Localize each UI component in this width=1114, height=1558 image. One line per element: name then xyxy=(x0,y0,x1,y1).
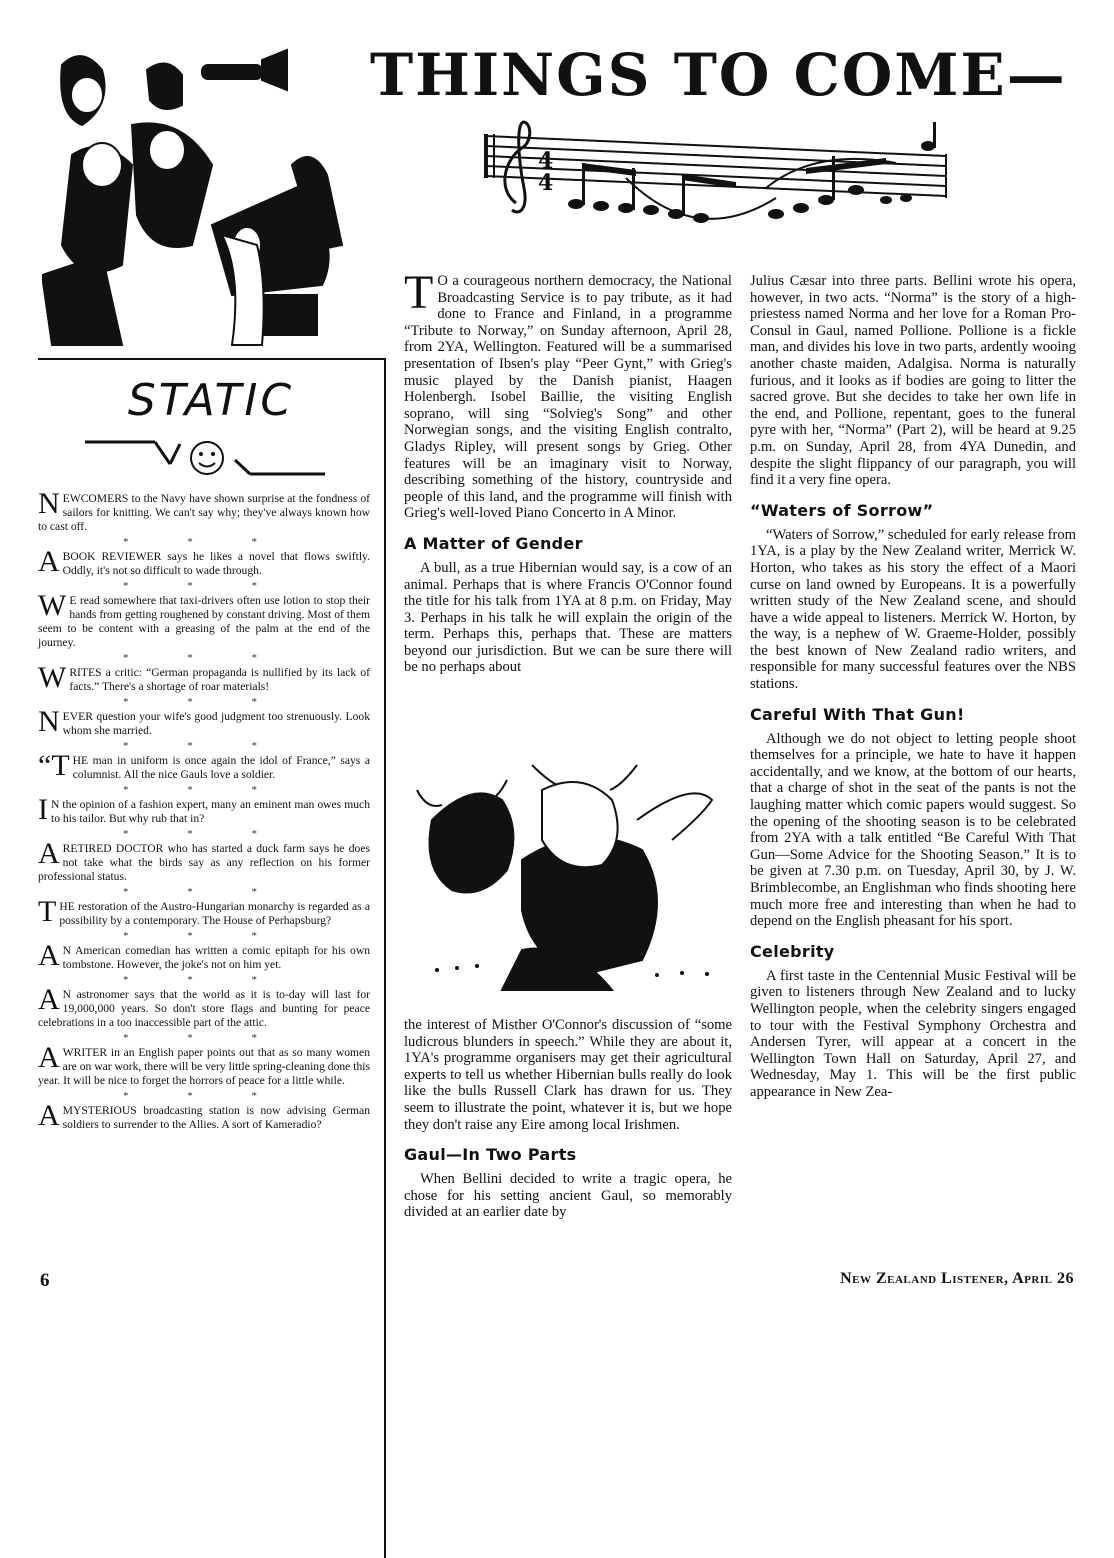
static-separator: * * * xyxy=(123,1032,285,1044)
gaul-paragraph-part2: Julius Cæsar into three parts. Bellini wrote his opera, however, in two acts. “Norma” is the story of a high-priestess named Norma and her love for a Roman Pro-Consul in Gaul, named Pollione. Pollione is a fickle man, and divides his love in two parts, ardently wooing another chaste maiden, Adalgisa. Norma is naturally furious, and it looks as if bodies are going to litter the sacred grove. But she decides to take her own life in the end, and Pollione, repentant, goes to the funeral pyre with her, “Norma” (Part 2), will be heard at 9.25 p.m. on Sunday, April 28, from 4YA Dunedin, and despite the slight flippancy of our paragraph, you will find it a very fine opera. xyxy=(750,273,1076,489)
static-item-text: to the Navy have shown surprise at the fondness of sailors for knitting. We can't say why; they've always known how to cast off. xyxy=(38,492,370,533)
intro-drop-cap: T xyxy=(404,266,434,319)
static-item xyxy=(38,487,370,534)
page-number: 6 xyxy=(40,1270,50,1291)
static-item-drop-cap: A xyxy=(38,545,60,578)
static-separator: * * * xyxy=(123,652,285,664)
static-item-drop-cap: W xyxy=(38,661,67,694)
celebrity-paragraph: A first taste in the Centennial Music Festival will be given to listeners through New Zealand and to lucky Wellington people, when the celebrity singers engaged to tour with the Festival Symphony Orchestra and Andersen Tyrer, will appear at a concert in the Wellington Town Hall on Saturday, April 27, and Wednesday, May 1. This will be the first public appearance in New Zea- xyxy=(750,967,1076,1100)
static-separator: * * * xyxy=(123,828,285,840)
static-item-drop-cap: A xyxy=(38,939,60,972)
static-item-drop-cap: N xyxy=(38,705,60,738)
gender-paragraph-part2: the interest of Misther O'Connor's discussion of “some ludicrous blunders in speech.” While they are about it, 1YA's programme organisers may get their agricultural experts to tell us whether Hibernian bulls really do look like the bulls Russell Clark has drawn for us. They seem to illustrate the point, whatever it is, but we hope they don't raise any Eire among local Irishmen. xyxy=(404,1017,732,1133)
article-column-right xyxy=(750,273,1076,1101)
static-item-lead: EWCOMERS xyxy=(62,492,129,505)
svg-text:4: 4 xyxy=(538,148,554,174)
static-item-text: American comedian has written a comic epitaph for his own tombstone. However, the joke's not on him yet. xyxy=(62,944,370,971)
static-item-text: a critic: “German propaganda is nullified by its lack of facts.” There's a shortage of roar materials! xyxy=(69,666,370,693)
static-item-lead: BOOK REVIEWER xyxy=(62,550,162,563)
static-separator: * * * xyxy=(123,974,285,986)
static-item xyxy=(38,589,370,650)
static-separator: * * * xyxy=(123,696,285,708)
static-item-drop-cap: I xyxy=(38,793,48,826)
static-item-drop-cap: “T xyxy=(38,749,70,782)
static-separator: * * * xyxy=(123,580,285,592)
publication-footer: New Zealand Listener, April 26 xyxy=(840,1270,1074,1287)
article-column-middle-top xyxy=(404,266,732,676)
static-item-drop-cap: A xyxy=(38,983,60,1016)
static-item-text: astronomer says that the world as it is to-day will last for 19,000,000 years. So don't store flags and bunting for peace celebrations in a too inaccessible part of the attic. xyxy=(38,988,370,1029)
static-item-drop-cap: W xyxy=(38,589,67,622)
gender-paragraph-part1: A bull, as a true Hibernian would say, is a cow of an animal. Perhaps that is where Francis O'Connor found the title for his talk from 1YA at 8 p.m. on Friday, May 3. Perhaps in his talk he will explain the origin of the term. Perhaps this, perhaps that. These are matters beyond our jurisdiction. But we can be sure there will be no perhaps about xyxy=(404,559,732,676)
page-title: THINGS TO COME— xyxy=(370,41,1067,109)
static-item-text: says he likes a novel that flows swiftly. Oddly, it's not so difficult to wade through. xyxy=(62,550,370,577)
heading-careful-with-that-gun: Careful With That Gun! xyxy=(750,704,965,724)
static-item-drop-cap: A xyxy=(38,837,60,870)
svg-text:4: 4 xyxy=(538,170,554,196)
static-item xyxy=(38,705,370,738)
static-item-drop-cap: A xyxy=(38,1099,60,1132)
static-item xyxy=(38,661,370,694)
static-item xyxy=(38,545,370,578)
static-item-text: the opinion of a fashion expert, many an eminent man owes much to his tailor. But why rub that in? xyxy=(51,798,370,825)
gaul-paragraph-part1: When Bellini decided to write a tragic opera, he chose for his setting ancient Gaul, so memorably divided at an earlier date by xyxy=(404,1171,732,1221)
static-item-lead: HE xyxy=(72,754,89,767)
sorrow-paragraph: “Waters of Sorrow,” scheduled for early release from 1YA, is a play by the New Zealand writer, Merrick W. Horton, who takes as his story the effect of a Maori curse on land owned by Europeans. It is a powerfully written study of the New Zealand scene, and should have a wide appeal to listeners. Merrick W. Horton, by the way, is a nephew of W. Graeme-Holder, possibly the best known of New Zealand radio writers, and responsible for many successful features over the NBS stations. xyxy=(750,526,1076,693)
band-musicians-illustration xyxy=(42,45,362,350)
intro-paragraph: T O a courageous northern democracy, the National Broadcasting Service is to pay tribute, as it had done to France and Finland, in a programme “Tribute to Norway,” on Sunday afternoon, April 28, from 2YA, Wellington. Featured will be a summarised presentation of Ibsen's play “Peer Gynt,” with Grieg's music played by the Danish pianist, Haagen Holenbergh. Isobel Baillie, the visiting English soprano, will sing “Solvieg's Song” and other Norwegian songs, and the visiting English contralto, Gladys Ripley, will present songs by Grieg. Other features will be an imaginary visit to Norway, describing something of the history, countryside and people of this land, and the programme will finish with Grieg's well-loved Piano Concerto in A Minor. xyxy=(404,266,732,522)
static-item-drop-cap: N xyxy=(38,487,60,520)
heading-matter-of-gender: A Matter of Gender xyxy=(404,533,583,553)
static-item xyxy=(38,749,370,782)
static-item-lead: EVER xyxy=(62,710,93,723)
static-item-lead: RETIRED DOCTOR xyxy=(62,842,164,855)
static-item-text: who has started a duck farm says he does not take what the birds say as any reflection on his former professional status. xyxy=(38,842,370,883)
static-separator: * * * xyxy=(123,930,285,942)
static-column xyxy=(38,487,370,1134)
static-separator: * * * xyxy=(123,1090,285,1102)
static-item-lead: N xyxy=(51,798,60,811)
static-item xyxy=(38,895,370,928)
static-item-text: restoration of the Austro-Hungarian monarchy is regarded as a possibility by a contemporary. The House of Perhapsburg? xyxy=(59,900,370,927)
static-item-text: question your wife's good judgment too strenuously. Look whom she married. xyxy=(62,710,370,737)
heading-celebrity: Celebrity xyxy=(750,941,835,961)
static-separator: * * * xyxy=(123,536,285,548)
static-item xyxy=(38,837,370,884)
static-item-text: broadcasting station is now advising German soldiers to surrender to the Allies. A sort of Kameradio? xyxy=(62,1104,370,1131)
static-item-drop-cap: T xyxy=(38,895,57,928)
static-item-lead: N xyxy=(62,988,72,1001)
static-item-lead: RITES xyxy=(69,666,102,679)
static-item-lead: MYSTERIOUS xyxy=(62,1104,137,1117)
static-item-text: in an English paper points out that as so many women are on war work, there will be very little spring-cleaning done this year. It will be nice to forget the horrors of peace for a little while. xyxy=(38,1046,370,1087)
static-item xyxy=(38,1041,370,1088)
static-item xyxy=(38,983,370,1030)
static-item-text: man in uniform is once again the idol of France,” says a columnist. All the nice Gauls love a soldier. xyxy=(72,754,370,781)
music-staff-illustration xyxy=(476,118,956,258)
static-item-lead: WRITER xyxy=(62,1046,108,1059)
static-item-lead: E xyxy=(69,594,77,607)
static-separator: * * * xyxy=(123,886,285,898)
static-separator: * * * xyxy=(123,784,285,796)
static-flourish xyxy=(85,434,325,484)
static-item xyxy=(38,793,370,826)
static-heading: STATIC xyxy=(127,375,295,426)
static-item-drop-cap: A xyxy=(38,1041,60,1074)
static-item xyxy=(38,939,370,972)
heading-gaul-in-two-parts: Gaul—In Two Parts xyxy=(404,1145,577,1165)
static-item-text: read somewhere that taxi-drivers often use lotion to stop their hands from getting roughened by constant driving. Most of them seem to be content with a greasing of the palm at the end of the journey. xyxy=(38,594,370,649)
heading-waters-of-sorrow: “Waters of Sorrow” xyxy=(750,500,934,520)
bulls-illustration xyxy=(412,760,732,1015)
article-column-middle-bottom xyxy=(404,1017,732,1221)
gun-paragraph: Although we do not object to letting people shoot themselves for a principle, we hate to have it happen accidentally, and we know, at the bottom of our hearts, that a charge of shot in the seat of the pants is not the laughing matter which comic papers would suggest. So the opening of the shooting season is to be celebrated from 2YA with a talk entitled “Be Careful With That Gun—Some Advice for the Shooting Season.” It is to be given at 7.30 p.m. on Tuesday, April 30, by J. W. Brimblecombe, an Englishman who finds shooting here much more free and interesting than when he had to depend on the English pheasant for his sport. xyxy=(750,730,1076,930)
static-separator: * * * xyxy=(123,740,285,752)
static-item xyxy=(38,1099,370,1132)
static-item-lead: HE xyxy=(59,900,75,913)
static-item-lead: N xyxy=(62,944,72,957)
